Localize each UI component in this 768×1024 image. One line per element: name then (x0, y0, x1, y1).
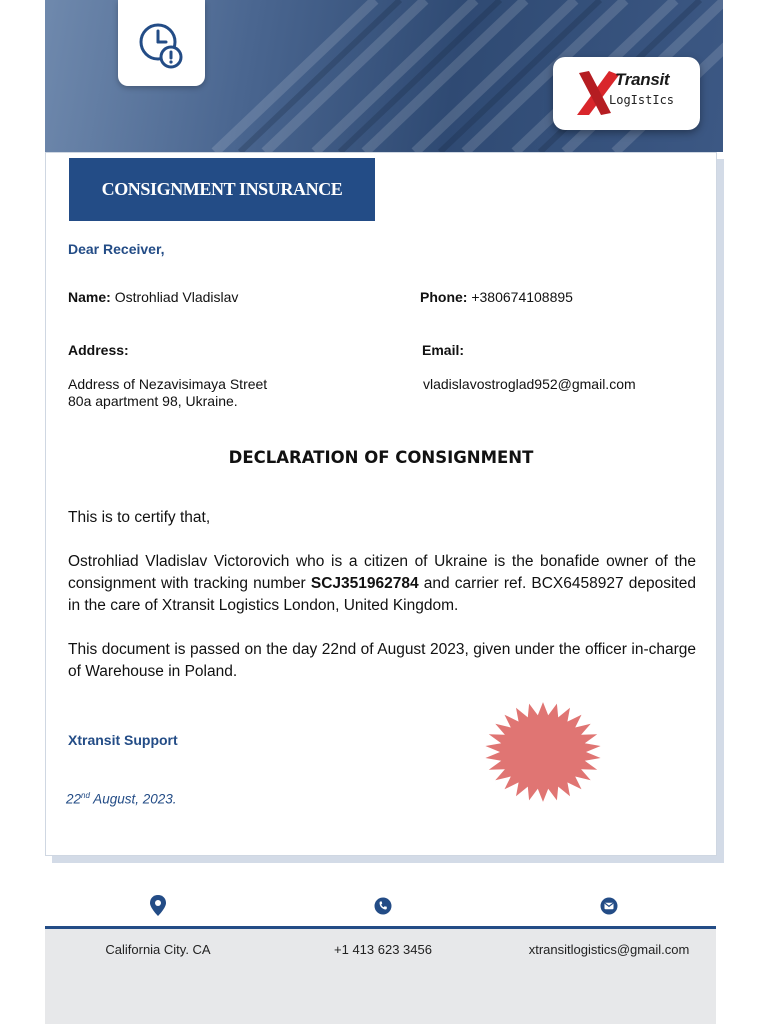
ownership-paragraph: Ostrohliad Vladislav Victorovich who is a citizen of Ukraine is the bonafide owner of the consignment with tracking number SCJ351962784 and carrier ref. BCX6458927 deposited in the care of Xtransit Logistics London, United Kingdom. (68, 553, 696, 614)
address-value (68, 376, 267, 410)
document-title: CONSIGNMENT INSURANCE (69, 158, 375, 221)
declaration-title: DECLARATION OF CONSIGNMENT (228, 448, 534, 467)
issue-paragraph: This document is passed on the day 22nd of August 2023, given under the officer in-charge of Warehouse in Poland. (68, 641, 696, 680)
certify-text: This is to certify that, (68, 509, 211, 526)
footer-phone: +1 413 623 3456 (334, 942, 432, 957)
address-line-1: Address of Nezavisimaya Street (68, 376, 268, 392)
email-value: vladislavostroglad952@gmail.com (423, 376, 636, 392)
clock-tile (118, 0, 205, 86)
phone-field (420, 289, 573, 305)
logo-wordmark: Transit (615, 70, 670, 89)
tracking-number: SCJ351962784 (310, 575, 419, 592)
document-page (45, 152, 717, 856)
official-seal-icon (483, 701, 603, 803)
clock-alert-icon (138, 22, 186, 70)
name-value: Ostrohliad Vladislav (114, 289, 239, 305)
header-banner (45, 0, 723, 152)
name-label: Name: (68, 289, 111, 305)
address-label: Address: (68, 342, 129, 358)
greeting: Dear Receiver, (68, 241, 165, 257)
phone-label: Phone: (420, 289, 468, 305)
address-line-2: 80a apartment 98, Ukraine. (68, 393, 238, 409)
email-label: Email: (422, 342, 465, 358)
name-field (68, 289, 238, 305)
company-logo (553, 57, 700, 130)
footer-email: xtransitlogistics@gmail.com (528, 942, 690, 957)
mail-icon (600, 897, 618, 915)
phone-icon (374, 897, 392, 915)
signature-name: Xtransit Support (68, 732, 178, 748)
location-pin-icon (149, 895, 167, 917)
footer-location: California City. CA (105, 942, 211, 957)
signature-date: 22nd August, 2023. (66, 791, 177, 807)
logo-subtitle: LogIstIcs (609, 93, 675, 107)
phone-value: +380674108895 (471, 289, 573, 305)
